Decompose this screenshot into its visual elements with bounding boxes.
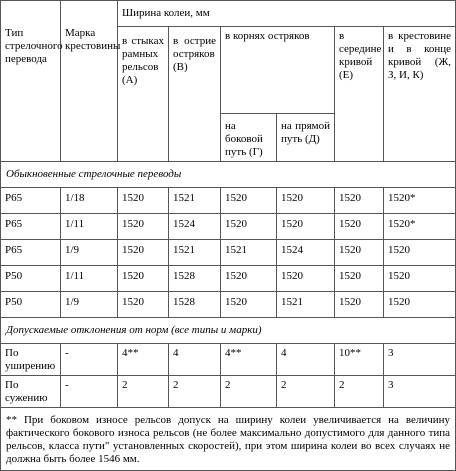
header-frog-mark: Марка крестовины	[61, 1, 118, 162]
cell-zh: 3	[384, 344, 456, 376]
cell-e: 1520	[335, 214, 384, 240]
section-deviation-title: Допускаемые отклонения от норм (все типы и марки)	[1, 318, 456, 344]
section-ordinary-row	[1, 162, 456, 188]
cell-mark: 1/11	[61, 214, 118, 240]
cell-b: 1524	[169, 214, 221, 240]
cell-g: 1520	[221, 266, 277, 292]
cell-mark: 1/11	[61, 266, 118, 292]
cell-a: 1520	[118, 214, 169, 240]
cell-zh: 1520*	[384, 188, 456, 214]
cell-e: 10**	[335, 344, 384, 376]
cell-mark: 1/9	[61, 240, 118, 266]
cell-a: 1520	[118, 292, 169, 318]
cell-mark: 1/18	[61, 188, 118, 214]
cell-g: 1520	[221, 292, 277, 318]
cell-b: 4	[169, 344, 221, 376]
header-row-1	[1, 1, 456, 27]
footnote-text: ** При боковом износе рельсов допуск на ширину колеи увеличивается на величину фактического бокового износа рельсов (не более максимально допустимого для данного типа рельсов, класса пути" установленных скоростей), при этом ширина колеи во всех случаях не должна быть более 1546 мм.	[1, 408, 456, 471]
cell-mark: -	[61, 376, 118, 408]
cell-e: 2	[335, 376, 384, 408]
cell-a: 1520	[118, 240, 169, 266]
header-col-a: в стыках рамных рельсов (А)	[118, 27, 169, 162]
cell-d: 1520	[277, 188, 335, 214]
header-gauge-width: Ширина колеи, мм	[118, 1, 456, 27]
cell-b: 1528	[169, 266, 221, 292]
cell-deviation-label: По уширению	[1, 344, 61, 376]
cell-a: 1520	[118, 266, 169, 292]
cell-g: 2	[221, 376, 277, 408]
cell-g: 1520	[221, 188, 277, 214]
header-col-b: в острие остряков (В)	[169, 27, 221, 162]
cell-zh: 3	[384, 376, 456, 408]
cell-d: 1520	[277, 214, 335, 240]
cell-d: 1524	[277, 240, 335, 266]
cell-b: 1528	[169, 292, 221, 318]
cell-deviation-label: По сужению	[1, 376, 61, 408]
cell-a: 4**	[118, 344, 169, 376]
header-col-d: на прямой путь (Д)	[277, 114, 335, 162]
cell-e: 1520	[335, 188, 384, 214]
table-row	[1, 214, 456, 240]
cell-mark: -	[61, 344, 118, 376]
table-row	[1, 240, 456, 266]
cell-mark: 1/9	[61, 292, 118, 318]
cell-type: Р65	[1, 188, 61, 214]
cell-e: 1520	[335, 292, 384, 318]
table-row	[1, 266, 456, 292]
table-row	[1, 376, 456, 408]
cell-zh: 1520	[384, 292, 456, 318]
cell-type: Р65	[1, 214, 61, 240]
section-deviation-row	[1, 318, 456, 344]
cell-b: 1521	[169, 240, 221, 266]
header-col-e: в середине кривой (Е)	[335, 27, 384, 162]
header-col-zh: в крестовине и в конце кривой (Ж, З, И, К)	[384, 27, 456, 162]
cell-d: 4	[277, 344, 335, 376]
header-type: Тип стрелочного перевода	[1, 1, 61, 162]
cell-e: 1520	[335, 266, 384, 292]
cell-zh: 1520	[384, 266, 456, 292]
cell-type: Р65	[1, 240, 61, 266]
cell-zh: 1520*	[384, 214, 456, 240]
cell-g: 1521	[221, 240, 277, 266]
header-roots: в корнях остряков	[221, 27, 335, 114]
cell-d: 1521	[277, 292, 335, 318]
cell-g: 4**	[221, 344, 277, 376]
cell-a: 1520	[118, 188, 169, 214]
cell-g: 1520	[221, 214, 277, 240]
table-row	[1, 188, 456, 214]
cell-d: 2	[277, 376, 335, 408]
cell-a: 2	[118, 376, 169, 408]
table-row	[1, 292, 456, 318]
header-col-g: на боковой путь (Г)	[221, 114, 277, 162]
section-ordinary-title: Обыкновенные стрелочные переводы	[1, 162, 456, 188]
cell-b: 2	[169, 376, 221, 408]
cell-type: Р50	[1, 292, 61, 318]
cell-d: 1520	[277, 266, 335, 292]
cell-zh: 1520	[384, 240, 456, 266]
footnote-row	[1, 408, 456, 471]
cell-b: 1521	[169, 188, 221, 214]
table-row	[1, 344, 456, 376]
cell-e: 1520	[335, 240, 384, 266]
cell-type: Р50	[1, 266, 61, 292]
